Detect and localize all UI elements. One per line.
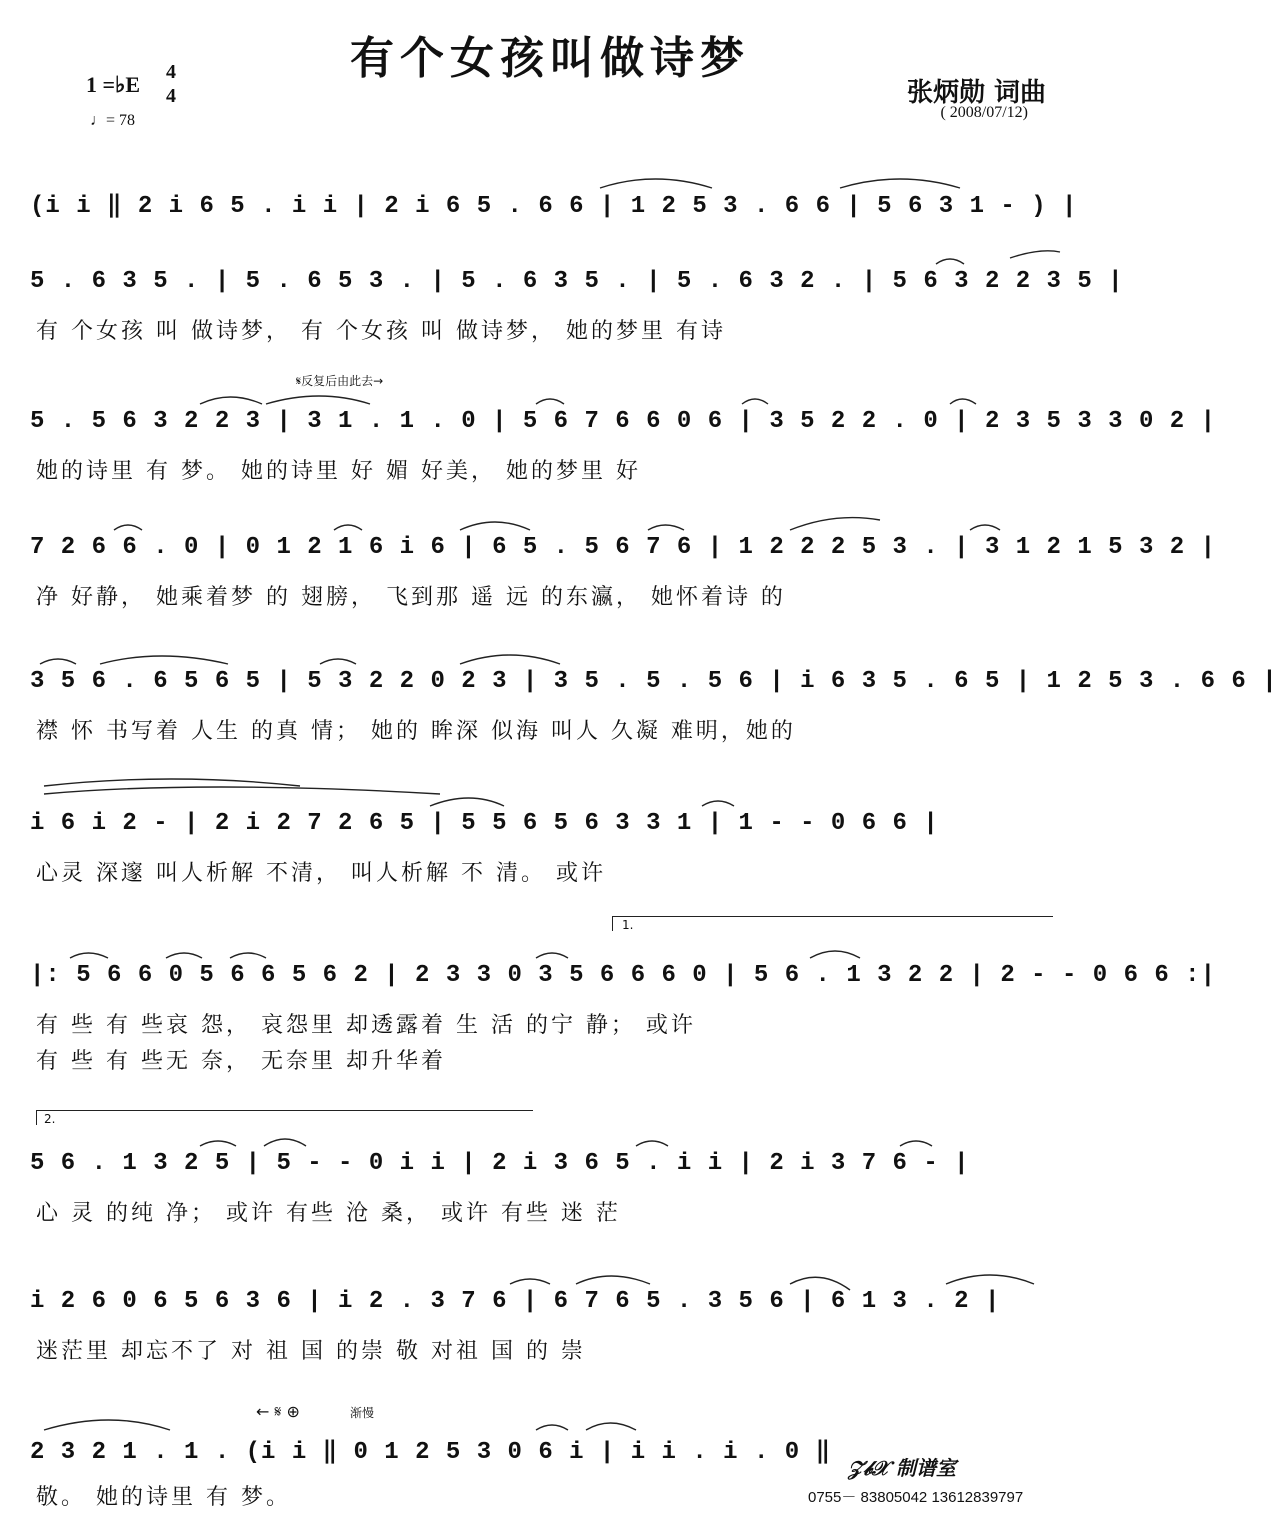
composer-credit: 张炳勋 词曲 <box>906 78 1046 108</box>
slur <box>742 399 768 404</box>
slur <box>114 525 142 530</box>
system-8-lyrics: 心 灵 的纯 净； 或许 有些 沧 桑， 或许 有些 迷 茫 <box>36 1201 621 1226</box>
volta-1-label: 1. <box>622 918 634 932</box>
system-3-lyrics: 她的诗里 有 梦。 她的诗里 好 媚 好美， 她的梦里 好 <box>36 459 641 484</box>
slur <box>946 1275 1034 1284</box>
volta-2-label: 2. <box>44 1112 56 1126</box>
system-9-lyrics: 迷茫里 却忘不了 对 祖 国 的崇 敬 对祖 国 的 崇 <box>36 1339 586 1364</box>
slur <box>648 525 684 530</box>
ritardando-mark: 渐慢 <box>350 1406 375 1420</box>
slur <box>900 1141 932 1146</box>
system-7-notes: |: 5 6 6 0 5 6 6 5 6 2 | 2 3 3 0 3 5 6 6 6 0 | 5 6 . 1 3 2 2 | 2 - - 0 6 6 :| <box>30 962 1216 989</box>
system-2-notes: 5 . 6 3 5 . | 5 . 6 5 3 . | 5 . 6 3 5 . | 5 . 6 3 2 . | 5 6 3 2 2 3 5 | <box>30 268 1124 295</box>
tempo-marking: ♩= 78 <box>90 112 136 129</box>
repeat-sign-note: 𝄋反复后由此去→ <box>296 374 384 388</box>
slur <box>44 1420 170 1430</box>
slur <box>950 399 976 404</box>
slur <box>70 953 108 958</box>
system-7-lyrics: 有 些 有 些哀 怨， 哀怨里 却透露着 生 活 的宁 静； 或许 <box>36 1013 696 1038</box>
studio-credit: 𝒵𝒷𝒳 制谱室 <box>848 1456 956 1480</box>
system-10-lyrics: 敬。 她的诗里 有 梦。 <box>36 1485 291 1510</box>
system-6-notes: i 6 i 2 - | 2 i 2 7 2 6 5 | 5 5 6 5 6 3 3 1 | 1 - - 0 6 6 | <box>30 810 939 837</box>
slur <box>936 259 964 264</box>
slur <box>600 179 712 188</box>
slur <box>970 525 1000 530</box>
system-7-lyrics-verse-2: 有 些 有 些无 奈， 无奈里 却升华着 <box>36 1049 446 1074</box>
slur <box>840 179 960 188</box>
slur <box>790 518 880 530</box>
slur <box>1010 251 1060 258</box>
slur <box>536 399 564 404</box>
slur <box>44 779 300 786</box>
system-1-notes: (i i ‖ 2 i 6 5 . i i | 2 i 6 5 . 6 6 | 1 2 5 3 . 6 6 | 5 6 3 1 - ) | <box>30 193 1078 220</box>
slur <box>586 1423 636 1430</box>
system-8-notes: 5 6 . 1 3 2 5 | 5 - - 0 i i | 2 i 3 6 5 . i i | 2 i 3 7 6 - | <box>30 1150 970 1177</box>
slur <box>536 1425 568 1430</box>
slur <box>166 953 202 958</box>
slur <box>460 522 530 530</box>
system-4-notes: 7 2 6 6 . 0 | 0 1 2 1 6 i 6 | 6 5 . 5 6 7 6 | 1 2 2 2 5 3 . | 3 1 2 1 5 3 2 | <box>30 534 1216 561</box>
time-signature-top: 4 <box>166 61 176 83</box>
system-4-lyrics: 净 好静， 她乘着梦 的 翅膀， 飞到那 遥 远 的东瀛， 她怀着诗 的 <box>36 585 786 610</box>
system-2-lyrics: 有 个女孩 叫 做诗梦， 有 个女孩 叫 做诗梦， 她的梦里 有诗 <box>36 319 726 344</box>
slur <box>264 1139 306 1146</box>
system-9-notes: i 2 6 0 6 5 6 3 6 | i 2 . 3 7 6 | 6 7 6 5 . 3 5 6 | 6 1 3 . 2 | <box>30 1288 1001 1315</box>
slur <box>702 801 734 806</box>
coda-jump-mark: ← 𝄋 ⊕ <box>256 1402 300 1421</box>
slur <box>636 1141 668 1146</box>
slur <box>430 798 504 806</box>
contact-phone: 0755－ 83805042 13612839797 <box>808 1489 1024 1506</box>
slur <box>230 953 266 958</box>
slur <box>266 396 370 404</box>
key-signature: 1 =♭E <box>86 72 141 97</box>
slur <box>100 656 228 664</box>
slur <box>576 1276 650 1284</box>
composition-date: ( 2008/07/12) <box>940 104 1028 121</box>
slur <box>460 655 560 664</box>
slur <box>510 1279 550 1284</box>
system-3-notes: 5 . 5 6 3 2 2 3 | 3 1 . 1 . 0 | 5 6 7 6 6 0 6 | 3 5 2 2 . 0 | 2 3 5 3 3 0 2 | <box>30 408 1216 435</box>
slur <box>44 787 440 794</box>
system-5-lyrics: 襟 怀 书写着 人生 的真 情； 她的 眸深 似海 叫人 久凝 难明，她的 <box>36 719 796 744</box>
time-signature-bottom: 4 <box>166 85 176 107</box>
slur <box>536 953 568 958</box>
slur <box>790 1277 850 1290</box>
slur <box>320 659 356 664</box>
system-6-lyrics: 心灵 深邃 叫人析解 不清， 叫人析解 不 清。 或许 <box>36 861 606 886</box>
page-title: 有个女孩叫做诗梦 <box>350 33 750 84</box>
slur <box>40 659 76 664</box>
slur <box>334 525 362 530</box>
slur <box>200 1141 236 1146</box>
system-10-notes: 2 3 2 1 . 1 . (i i ‖ 0 1 2 5 3 0 6 i | i i . i . 0 ‖ <box>30 1439 832 1466</box>
system-5-notes: 3 5 6 . 6 5 6 5 | 5 3 2 2 0 2 3 | 3 5 . 5 . 5 6 | i 6 3 5 . 6 5 | 1 2 5 3 . 6 6 | <box>30 668 1278 695</box>
slur <box>810 951 860 958</box>
slur <box>200 397 262 404</box>
